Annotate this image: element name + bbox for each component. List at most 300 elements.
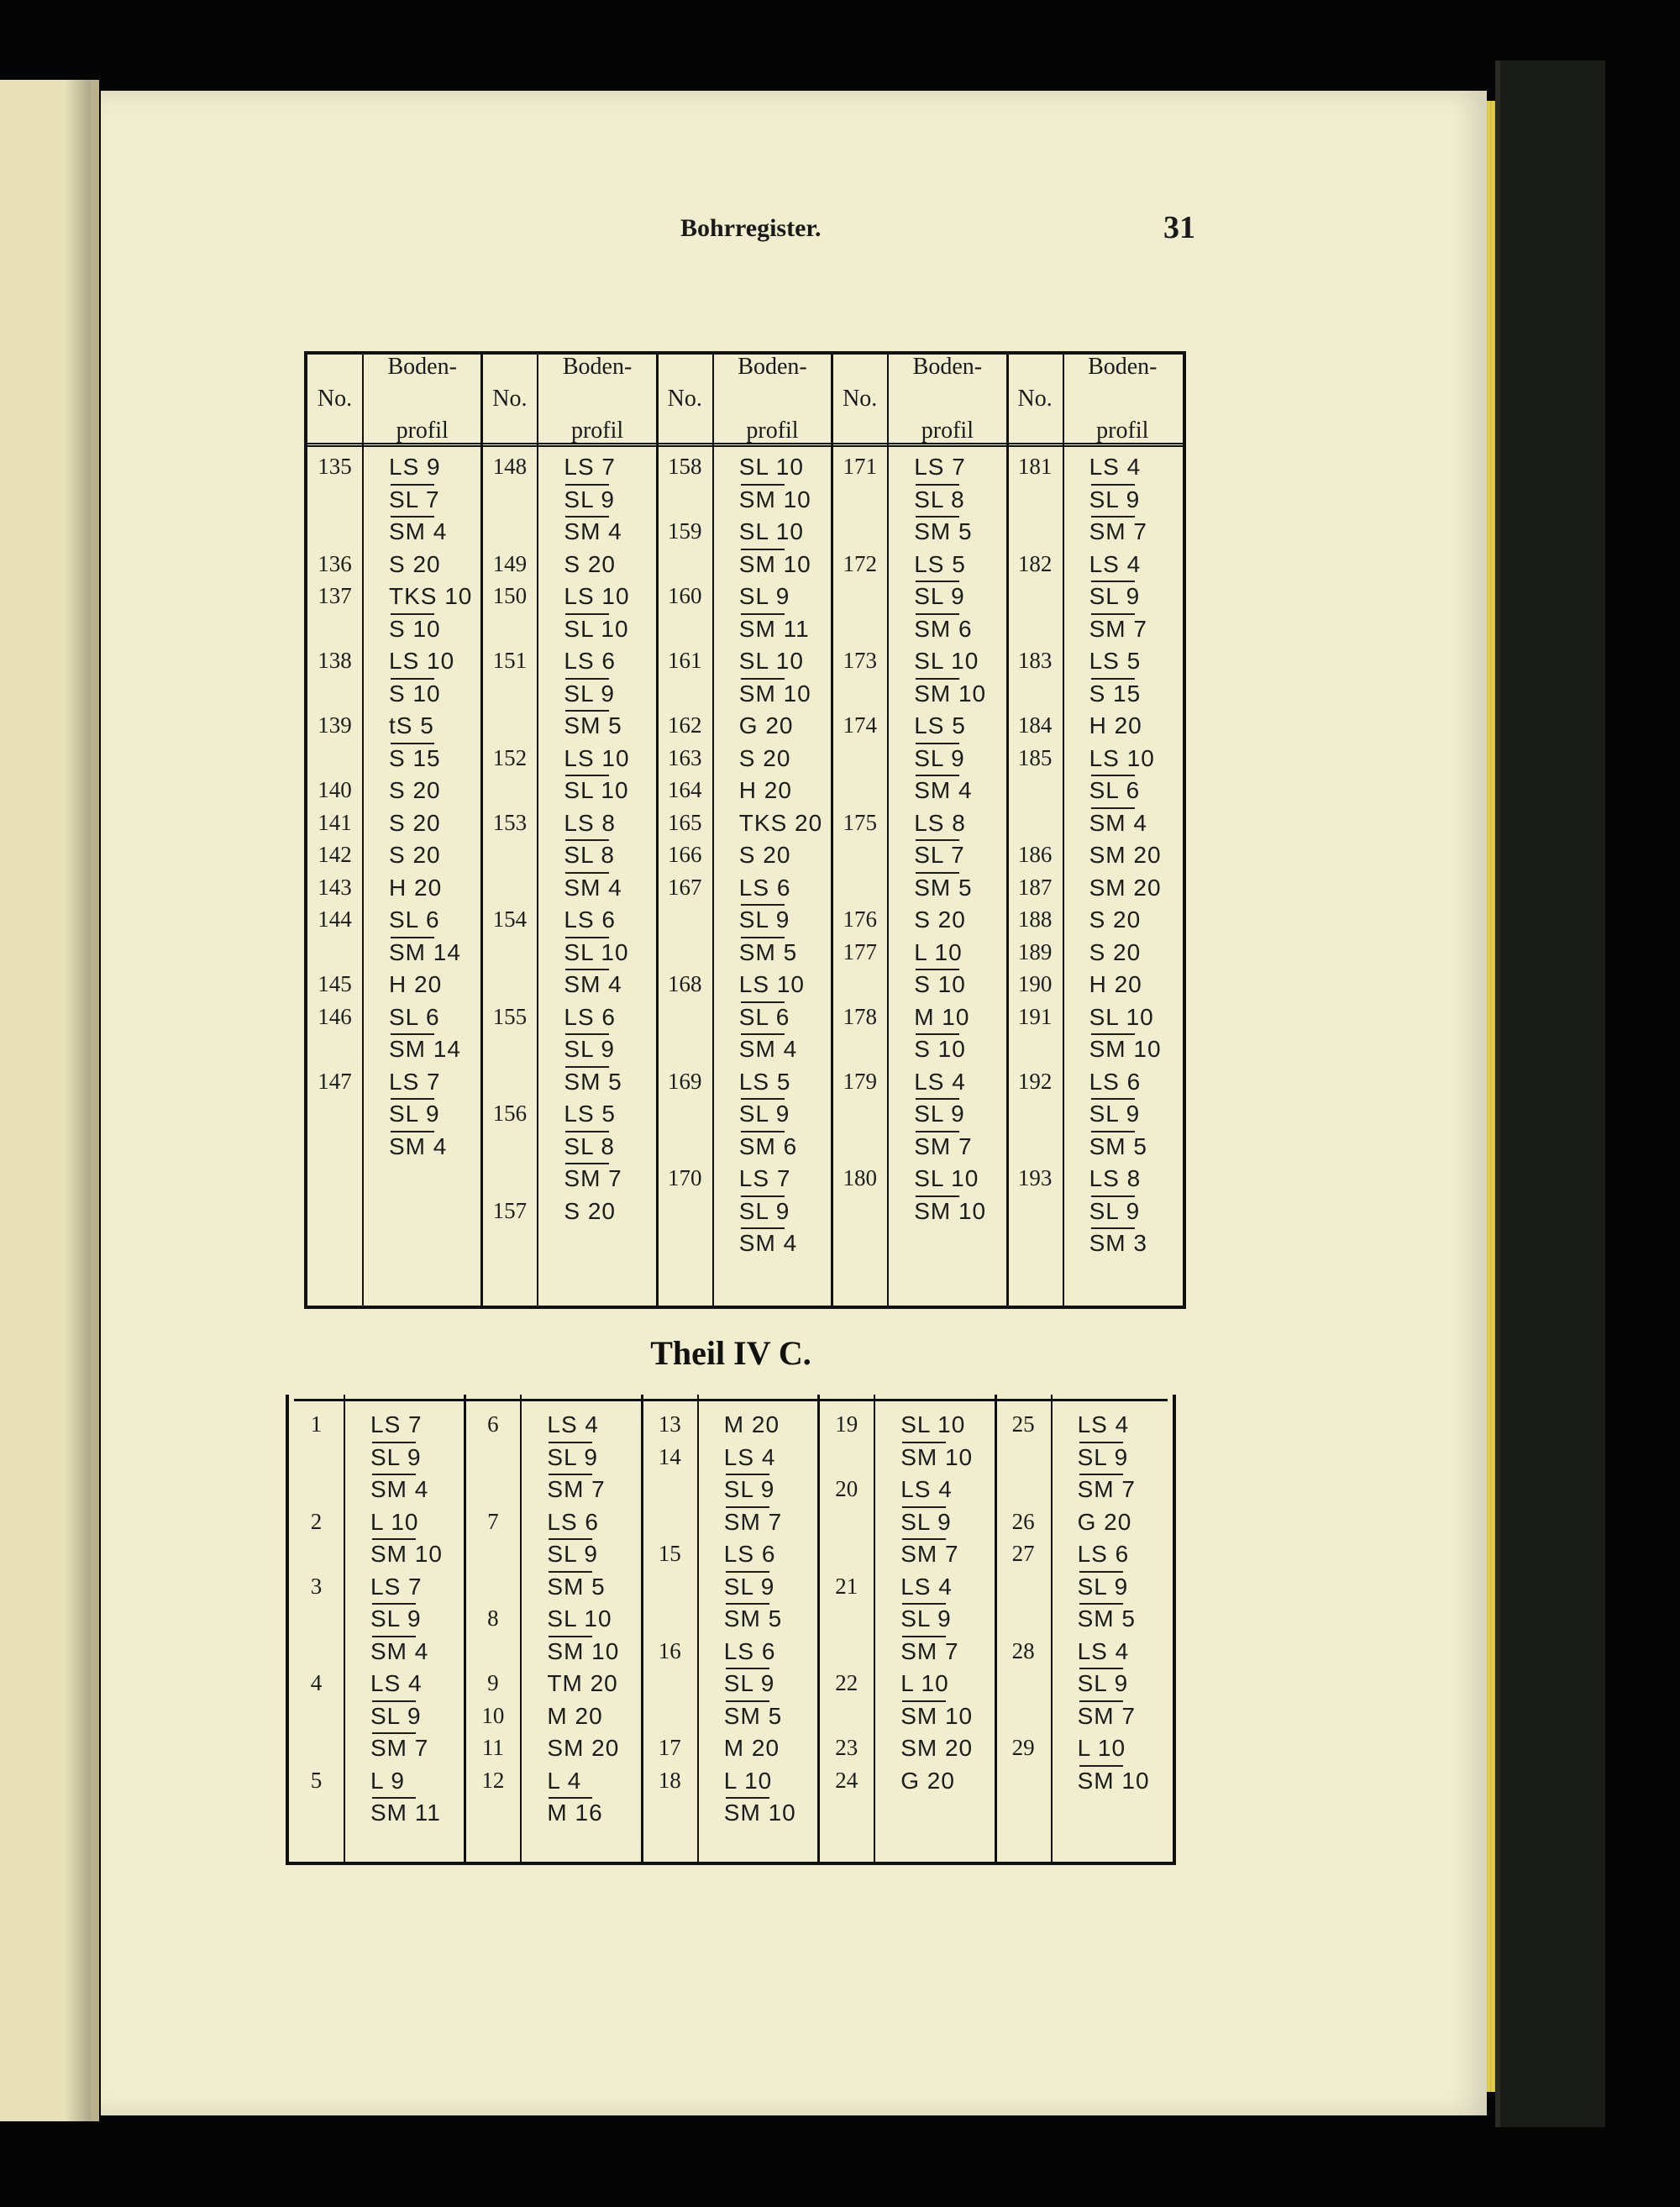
row-number: 182 xyxy=(1017,550,1053,576)
soil-layer-text: SM 6 xyxy=(738,1132,798,1159)
soil-layer-text: SL 9 xyxy=(738,906,790,933)
row-number: 14 xyxy=(658,1443,681,1469)
underlay-bar xyxy=(726,1797,769,1799)
soil-layer-text: SL 9 xyxy=(1077,1573,1129,1600)
soil-layer-text: SM 7 xyxy=(1077,1476,1136,1502)
soil-layer-text: SL 9 xyxy=(1077,1670,1129,1696)
soil-layer xyxy=(389,1069,441,1096)
soil-layer xyxy=(564,616,628,643)
soil-layer-text: SL 9 xyxy=(1089,486,1141,512)
soil-layer xyxy=(724,1476,775,1503)
soil-layer-text: SM 5 xyxy=(564,1068,622,1095)
soil-layer-text: LS 6 xyxy=(1089,1068,1142,1095)
soil-layer xyxy=(389,583,472,610)
soil-layer-text: LS 7 xyxy=(738,1165,791,1191)
soil-layer xyxy=(900,1735,973,1762)
soil-layer xyxy=(564,810,616,837)
header-profil-line1: Boden- xyxy=(738,353,807,380)
soil-layer xyxy=(1089,745,1155,772)
row-number: 150 xyxy=(492,583,528,608)
soil-layer-text: SL 9 xyxy=(564,1036,615,1062)
soil-layer xyxy=(739,777,792,804)
soil-layer xyxy=(389,1004,440,1031)
soil-layer xyxy=(914,1133,972,1160)
soil-layer xyxy=(1078,1605,1136,1632)
underlay-bar xyxy=(1091,1131,1135,1132)
soil-layer xyxy=(739,1069,791,1096)
soil-layer-text: S 15 xyxy=(389,744,441,771)
underlay-bar xyxy=(1091,1098,1135,1100)
soil-layer-text: LS 8 xyxy=(1089,1165,1142,1191)
underlay-bar xyxy=(391,516,434,518)
soil-layer-text: SM 10 xyxy=(900,1443,974,1470)
row-number: 161 xyxy=(668,648,702,673)
underlay-bar xyxy=(916,1195,959,1197)
soil-layer xyxy=(564,906,616,933)
underlay-bar xyxy=(916,1098,959,1100)
soil-layer xyxy=(1089,648,1142,675)
section-title: Theil IV C. xyxy=(650,1334,811,1372)
soil-layer-text: SL 10 xyxy=(547,1605,612,1632)
soil-layer xyxy=(1078,1703,1136,1730)
row-number: 166 xyxy=(668,842,702,867)
row-number: 10 xyxy=(481,1702,505,1728)
row-number: 173 xyxy=(843,648,877,673)
row-number: 156 xyxy=(492,1101,528,1126)
soil-layer-text: S 20 xyxy=(389,809,441,836)
soil-layer-text: LS 9 xyxy=(389,454,441,480)
row-number: 184 xyxy=(1017,712,1053,738)
soil-layer-text: S 20 xyxy=(1089,906,1142,933)
soil-layer-text: SL 9 xyxy=(1089,1197,1141,1224)
underlay-bar xyxy=(902,1538,946,1540)
row-number: 178 xyxy=(843,1003,877,1029)
header-bodenprofil xyxy=(537,355,657,443)
soil-layer-text: SM 14 xyxy=(389,938,461,965)
section-header xyxy=(294,1306,1168,1401)
underlay-bar xyxy=(391,613,434,615)
soil-layer xyxy=(370,1768,405,1795)
soil-layer-text: SM 20 xyxy=(547,1735,620,1761)
soil-layer xyxy=(739,745,791,772)
soil-layer xyxy=(914,906,966,933)
soil-layer-text: LS 10 xyxy=(1089,744,1155,771)
column-divider xyxy=(1051,1395,1053,1862)
soil-layer xyxy=(724,1509,782,1536)
soil-layer xyxy=(1089,1101,1141,1127)
row-number: 193 xyxy=(1017,1165,1053,1190)
header-profil-line1: Boden- xyxy=(562,353,633,380)
soil-layer-text: LS 7 xyxy=(370,1573,423,1600)
row-number: 26 xyxy=(1011,1508,1035,1534)
row-number: 154 xyxy=(492,906,528,932)
group-divider xyxy=(1006,355,1009,1306)
soil-layer xyxy=(914,971,966,998)
soil-layer xyxy=(1078,1735,1126,1762)
soil-layer xyxy=(370,1574,423,1600)
soil-layer xyxy=(564,971,622,998)
soil-layer xyxy=(370,1638,428,1665)
row-number: 1 xyxy=(310,1411,323,1437)
soil-layer-text: TM 20 xyxy=(547,1670,618,1696)
soil-layer-text: SL 9 xyxy=(370,1605,422,1632)
soil-layer-text: SL 9 xyxy=(914,583,965,609)
soil-layer xyxy=(1089,906,1142,933)
soil-layer-text: SL 8 xyxy=(564,1132,615,1159)
underlay-bar xyxy=(741,1033,785,1035)
soil-layer-text: SM 4 xyxy=(370,1476,429,1502)
underlay-bar xyxy=(741,1001,785,1003)
soil-layer xyxy=(389,518,447,545)
soil-layer xyxy=(547,1444,598,1471)
soil-layer xyxy=(739,1133,797,1160)
soil-layer xyxy=(914,518,972,545)
soil-layer-text: L 10 xyxy=(900,1670,949,1696)
soil-layer xyxy=(564,486,615,513)
soil-layer xyxy=(564,1036,615,1063)
soil-layer-text: SM 7 xyxy=(1077,1702,1136,1729)
underlay-bar xyxy=(565,775,609,776)
soil-layer xyxy=(370,1411,423,1438)
soil-layer-text: SM 7 xyxy=(1089,518,1147,544)
soil-layer xyxy=(914,939,962,966)
row-number: 172 xyxy=(843,550,877,576)
underlay-bar xyxy=(741,1131,785,1132)
underlay-bar xyxy=(565,710,609,712)
row-number: 169 xyxy=(668,1068,702,1094)
soil-layer-text: G 20 xyxy=(1077,1508,1132,1535)
soil-layer xyxy=(914,745,965,772)
soil-layer-text: SL 9 xyxy=(723,1476,775,1502)
soil-layer xyxy=(389,712,434,739)
underlay-bar xyxy=(565,1066,609,1068)
soil-layer-text: SM 10 xyxy=(1077,1767,1150,1794)
row-number: 5 xyxy=(310,1767,323,1793)
soil-layer-text: SM 10 xyxy=(738,550,811,577)
soil-layer xyxy=(370,1476,428,1503)
row-number: 12 xyxy=(481,1767,505,1793)
soil-layer xyxy=(1078,1638,1130,1665)
soil-layer-text: SM 5 xyxy=(723,1605,783,1632)
underlay-bar xyxy=(726,1668,769,1669)
row-number: 187 xyxy=(1017,874,1053,900)
row-number: 165 xyxy=(668,809,702,835)
soil-layer-text: S 20 xyxy=(914,906,966,933)
soil-layer-text: LS 5 xyxy=(564,1101,616,1127)
soil-layer-text: SM 4 xyxy=(389,1132,448,1159)
soil-layer-text: L 10 xyxy=(723,1767,773,1794)
soil-layer xyxy=(1078,1768,1150,1795)
soil-layer xyxy=(564,939,628,966)
soil-layer xyxy=(1089,1069,1142,1096)
soil-layer-text: SL 10 xyxy=(564,777,629,803)
soil-layer xyxy=(914,583,965,610)
row-number: 2 xyxy=(310,1508,323,1534)
underlay-bar xyxy=(726,1571,769,1573)
underlay-bar xyxy=(726,1474,769,1475)
underlay-bar xyxy=(741,1227,785,1229)
soil-layer xyxy=(1089,1230,1147,1257)
header-bodenprofil xyxy=(362,355,482,443)
underlay-bar xyxy=(741,678,785,680)
soil-layer-text: LS 6 xyxy=(564,648,616,674)
soil-layer-text: SL 9 xyxy=(914,1101,965,1127)
soil-layer xyxy=(389,971,442,998)
left-page-edge xyxy=(0,80,99,2121)
soil-layer xyxy=(1089,454,1142,481)
row-number: 158 xyxy=(668,454,702,479)
soil-layer-text: SM 11 xyxy=(370,1800,441,1826)
underlay-bar xyxy=(1079,1700,1123,1702)
underlay-bar xyxy=(549,1474,592,1475)
soil-layer xyxy=(370,1670,423,1697)
soil-layer xyxy=(914,648,979,675)
row-number: 179 xyxy=(843,1068,877,1094)
group-divider xyxy=(995,1395,997,1862)
soil-layer xyxy=(1089,1165,1142,1192)
soil-layer-text: SL 9 xyxy=(547,1443,598,1470)
soil-layer xyxy=(914,486,965,513)
row-number: 162 xyxy=(668,712,702,738)
soil-layer-text: SL 10 xyxy=(1089,1003,1154,1030)
soil-layer-text: SM 10 xyxy=(370,1541,443,1567)
soil-layer-text: S 20 xyxy=(738,744,791,771)
soil-layer xyxy=(724,1735,780,1762)
header-no: No. xyxy=(492,385,528,412)
soil-layer xyxy=(564,875,622,901)
soil-layer xyxy=(564,1004,616,1031)
underlay-bar xyxy=(565,1033,609,1035)
row-number: 189 xyxy=(1017,938,1053,964)
soil-layer xyxy=(389,680,441,707)
soil-layer-text: LS 5 xyxy=(914,550,966,577)
soil-layer xyxy=(1089,1198,1141,1225)
row-number: 151 xyxy=(492,648,528,673)
soil-layer xyxy=(900,1703,973,1730)
underlay-bar xyxy=(1091,678,1135,680)
page-number: 31 xyxy=(1163,210,1195,245)
soil-layer-text: SM 7 xyxy=(723,1508,783,1535)
soil-layer-text: SM 7 xyxy=(1089,615,1147,642)
underlay-bar xyxy=(565,937,609,938)
soil-layer xyxy=(564,648,616,675)
underlay-bar xyxy=(1079,1571,1123,1573)
soil-layer xyxy=(547,1703,602,1730)
soil-layer xyxy=(724,1541,776,1568)
row-number: 181 xyxy=(1017,454,1053,479)
soil-layer-text: LS 6 xyxy=(1077,1541,1130,1567)
soil-layer xyxy=(389,1133,447,1160)
soil-layer-text: LS 10 xyxy=(738,971,805,997)
soil-layer xyxy=(739,551,811,578)
underlay-bar xyxy=(391,1098,434,1100)
underlay-bar xyxy=(1079,1474,1123,1475)
underlay-bar xyxy=(549,1636,592,1637)
soil-layer xyxy=(370,1703,422,1730)
row-number: 9 xyxy=(487,1670,499,1695)
soil-layer-text: LS 4 xyxy=(723,1443,776,1470)
underlay-bar xyxy=(391,743,434,744)
soil-layer-text: M 10 xyxy=(914,1003,970,1030)
soil-layer xyxy=(1089,712,1142,739)
soil-layer xyxy=(724,1444,776,1471)
soil-layer-text: L 9 xyxy=(370,1767,405,1794)
underlay-bar xyxy=(916,872,959,874)
soil-layer xyxy=(900,1509,952,1536)
underlay-bar xyxy=(1091,484,1135,486)
soil-layer-text: SM 20 xyxy=(900,1735,974,1761)
soil-layer-text: LS 4 xyxy=(1077,1411,1130,1437)
soil-layer-text: SL 9 xyxy=(1089,583,1141,609)
soil-layer xyxy=(1078,1670,1129,1697)
underlay-bar xyxy=(1091,1195,1135,1197)
soil-layer xyxy=(1078,1444,1129,1471)
soil-layer-text: SL 9 xyxy=(914,744,965,771)
soil-layer-text: SM 4 xyxy=(914,777,973,803)
underlay-bar xyxy=(741,937,785,938)
soil-layer xyxy=(389,1101,440,1127)
soil-layer-text: LS 4 xyxy=(900,1476,953,1502)
soil-layer xyxy=(564,1101,616,1127)
soil-layer xyxy=(739,518,804,545)
soil-layer xyxy=(739,1036,797,1063)
soil-layer-text: L 10 xyxy=(914,938,963,965)
table-header xyxy=(307,355,1183,447)
soil-layer xyxy=(547,1605,612,1632)
header-no: No. xyxy=(317,385,353,412)
row-number: 23 xyxy=(835,1735,858,1760)
soil-layer xyxy=(1089,875,1162,901)
soil-layer-text: LS 10 xyxy=(564,583,630,609)
soil-layer xyxy=(739,1230,797,1257)
soil-layer xyxy=(914,875,972,901)
soil-layer-text: S 20 xyxy=(738,842,791,868)
soil-layer-text: SL 10 xyxy=(900,1411,966,1437)
soil-layer-text: S 20 xyxy=(564,1197,616,1224)
underlay-bar xyxy=(372,1797,416,1799)
soil-layer xyxy=(914,777,972,804)
soil-layer xyxy=(739,971,805,998)
underlay-bar xyxy=(726,1603,769,1605)
row-number: 183 xyxy=(1017,648,1053,673)
row-number: 135 xyxy=(318,454,352,479)
soil-layer xyxy=(370,1541,443,1568)
row-number: 16 xyxy=(658,1637,681,1663)
soil-layer-text: LS 4 xyxy=(900,1573,953,1600)
underlay-bar xyxy=(916,743,959,744)
underlay-bar xyxy=(726,1506,769,1508)
soil-layer xyxy=(914,551,966,578)
soil-layer-text: SM 14 xyxy=(389,1036,461,1062)
soil-layer xyxy=(739,648,804,675)
soil-layer xyxy=(389,842,441,869)
soil-layer xyxy=(389,486,440,513)
header-bodenprofil xyxy=(712,355,832,443)
soil-layer-text: LS 4 xyxy=(547,1411,599,1437)
soil-layer xyxy=(739,842,791,869)
soil-layer-text: SL 9 xyxy=(738,583,790,609)
soil-layer-text: SM 10 xyxy=(723,1800,796,1826)
soil-layer-text: LS 6 xyxy=(723,1541,776,1567)
soil-layer xyxy=(900,1476,953,1503)
row-number: 24 xyxy=(835,1767,858,1793)
underlay-bar xyxy=(741,1195,785,1197)
soil-layer-text: LS 6 xyxy=(738,874,791,901)
soil-layer xyxy=(389,616,441,643)
row-number: 142 xyxy=(318,842,352,867)
soil-layer-text: S 15 xyxy=(1089,680,1142,707)
underlay-bar xyxy=(565,1163,609,1164)
soil-layer-text: SM 3 xyxy=(1089,1230,1147,1256)
soil-layer-text: L 4 xyxy=(547,1767,582,1794)
soil-layer-text: H 20 xyxy=(389,971,443,997)
soil-layer xyxy=(370,1605,422,1632)
underlay-bar xyxy=(391,678,434,680)
soil-layer xyxy=(389,777,441,804)
soil-layer-text: SM 10 xyxy=(738,680,811,707)
soil-layer-text: L 10 xyxy=(1077,1735,1126,1761)
soil-layer-text: SL 7 xyxy=(914,842,965,868)
soil-layer xyxy=(914,712,966,739)
soil-layer-text: SL 10 xyxy=(914,1165,979,1191)
soil-layer-text: SM 5 xyxy=(738,938,798,965)
soil-layer xyxy=(547,1800,602,1826)
underlay-bar xyxy=(916,516,959,518)
soil-layer xyxy=(370,1800,441,1826)
soil-layer-text: LS 10 xyxy=(564,744,630,771)
underlay-bar xyxy=(916,581,959,582)
soil-layer xyxy=(389,551,441,578)
soil-layer xyxy=(900,1670,948,1697)
header-bodenprofil xyxy=(1063,355,1183,443)
soil-layer-text: SM 6 xyxy=(914,615,973,642)
row-number: 174 xyxy=(843,712,877,738)
header-profil-line1: Boden- xyxy=(912,353,983,380)
soil-layer xyxy=(724,1574,775,1600)
underlay-bar xyxy=(565,613,609,615)
soil-layer xyxy=(564,518,622,545)
top-table xyxy=(304,351,1186,1309)
soil-layer xyxy=(1089,583,1141,610)
underlay-bar xyxy=(1079,1765,1123,1767)
header-no: No. xyxy=(843,385,878,412)
header-no: No. xyxy=(1017,385,1053,412)
column-divider xyxy=(1063,355,1064,1306)
soil-layer-text: SM 4 xyxy=(564,518,622,544)
underlay-bar xyxy=(372,1636,416,1637)
row-number: 185 xyxy=(1017,744,1053,770)
row-number: 18 xyxy=(658,1767,681,1793)
soil-layer-text: LS 7 xyxy=(370,1411,423,1437)
soil-layer-text: LS 7 xyxy=(389,1068,441,1095)
soil-layer xyxy=(900,1638,958,1665)
underlay-bar xyxy=(391,937,434,938)
soil-layer-text: SL 9 xyxy=(370,1443,422,1470)
soil-layer-text: S 10 xyxy=(389,615,441,642)
row-number: 11 xyxy=(481,1735,504,1760)
row-number: 20 xyxy=(835,1476,858,1501)
soil-layer-text: SM 7 xyxy=(564,1165,622,1191)
row-number: 22 xyxy=(835,1670,858,1695)
soil-layer-text: SM 20 xyxy=(1089,874,1162,901)
soil-layer xyxy=(1089,971,1142,998)
row-number: 177 xyxy=(843,938,877,964)
soil-layer-text: SL 10 xyxy=(738,648,804,674)
soil-layer xyxy=(1078,1509,1132,1536)
soil-layer xyxy=(564,1133,615,1160)
soil-layer-text: M 20 xyxy=(547,1702,603,1729)
soil-layer xyxy=(739,712,794,739)
